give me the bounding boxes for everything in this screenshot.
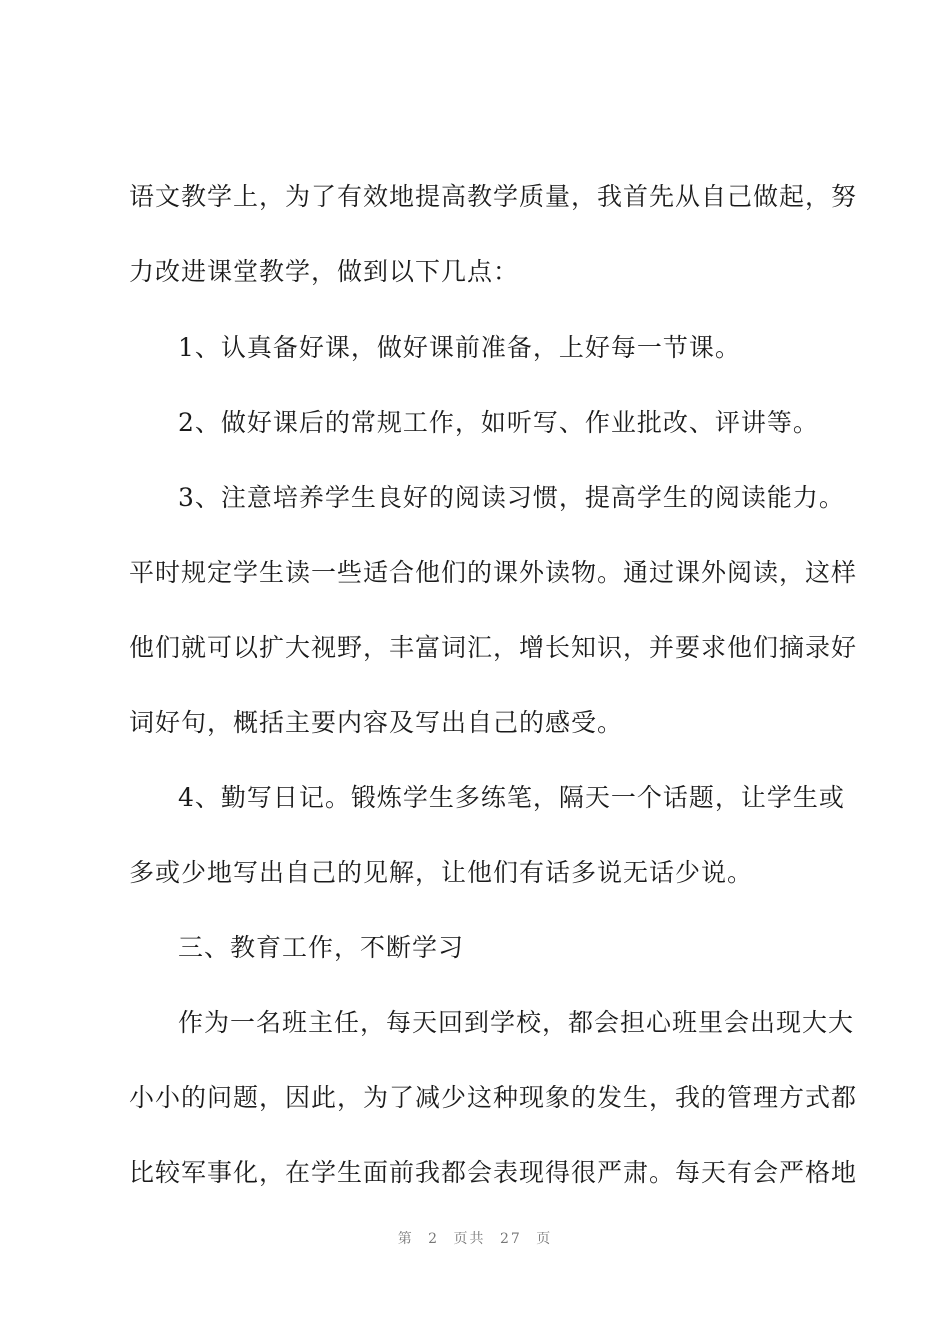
list-item-2: 2、做好课后的常规工作，如听写、作业批改、评讲等。 [178,408,819,437]
page-footer [0,1228,950,1248]
paragraph-line: 语文教学上，为了有效地提高教学质量，我首先从自己做起，努 [129,182,858,211]
footer-suffix: 页 [536,1231,553,1247]
paragraph-line: 多或少地写出自己的见解，让他们有话多说无话少说。 [129,858,754,887]
paragraph-line: 词好句，概括主要内容及写出自己的感受。 [129,708,624,737]
paragraph-line: 作为一名班主任，每天回到学校，都会担心班里会出现大大 [178,1008,855,1037]
paragraph-line: 小小的问题，因此，为了减少这种现象的发生，我的管理方式都 [129,1083,858,1112]
list-item-3: 3、注意培养学生良好的阅读习惯，提高学生的阅读能力。 [178,483,845,512]
list-item-1: 1、认真备好课，做好课前准备，上好每一节课。 [178,333,741,362]
paragraph-line: 平时规定学生读一些适合他们的课外读物。通过课外阅读，这样 [129,558,858,587]
paragraph-line: 他们就可以扩大视野，丰富词汇，增长知识，并要求他们摘录好 [129,633,858,662]
section-heading: 三、教育工作，不断学习 [178,933,465,962]
paragraph-line: 比较军事化，在学生面前我都会表现得很严肃。每天有会严格地 [129,1158,858,1187]
list-item-4: 4、勤写日记。锻炼学生多练笔，隔天一个话题，让学生或 [178,783,845,812]
paragraph-line: 力改进课堂教学，做到以下几点： [129,257,520,286]
footer-prefix: 第 [397,1231,414,1247]
footer-middle: 页共 [453,1231,486,1247]
footer-total-pages: 27 [500,1231,522,1247]
footer-page-number: 2 [428,1231,440,1247]
